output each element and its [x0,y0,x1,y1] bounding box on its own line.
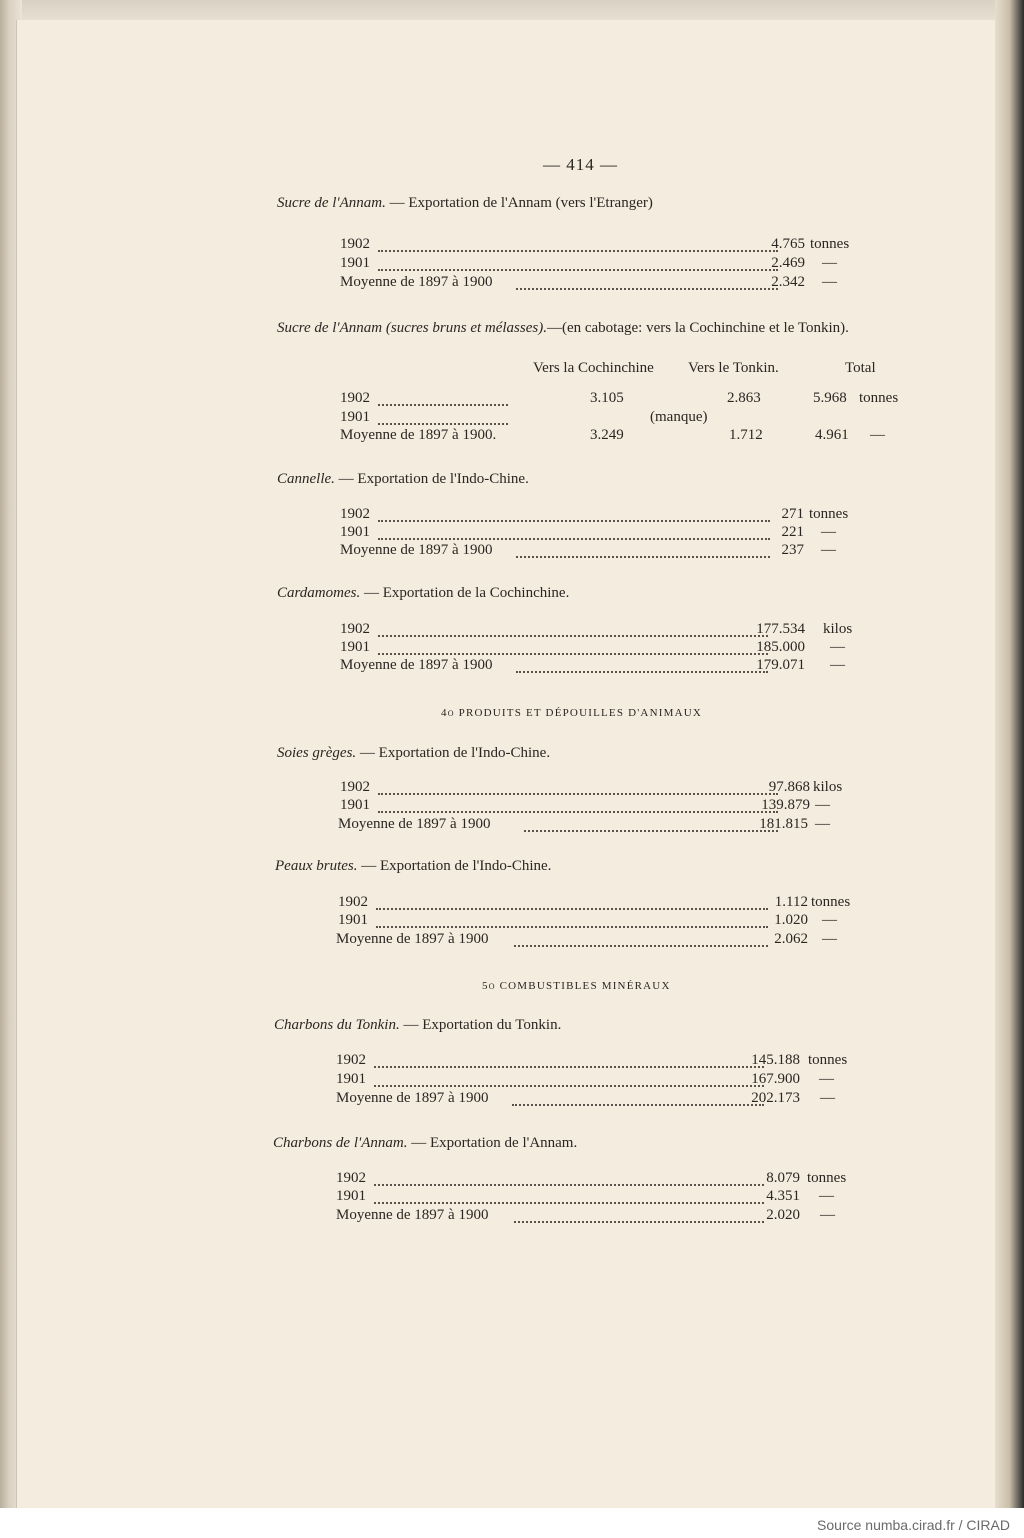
row-label: Moyenne de 1897 à 1900 [336,1207,489,1223]
table-row [338,894,858,912]
leader-dots [378,809,778,813]
row-value: 139.879 [761,797,810,813]
row-unit: — [815,797,830,813]
leader-dots [378,402,508,406]
row-value: 2.469 [771,255,805,271]
table-row [336,1188,856,1206]
heading-text: — Exportation du Tonkin. [399,1017,562,1033]
row-unit: — [870,427,885,443]
row-unit: — [830,657,845,673]
row-unit: tonnes [859,390,899,406]
row-value: 167.900 [751,1071,800,1087]
row-label: 1901 [340,409,370,425]
table-row [336,1090,856,1108]
row-unit: — [815,816,830,832]
row-unit: — [821,542,836,558]
table-row [340,524,860,542]
row-value: 97.868 [768,779,810,795]
row-value: 1.112 [774,894,808,910]
table-row [336,931,856,949]
leader-dots [378,518,770,522]
heading-charbons-tonkin [274,1017,561,1034]
heading-cannelle [277,471,529,488]
row-unit: tonnes [808,1052,848,1068]
row-label: 1901 [336,1188,366,1204]
row-value-total: 5.968 [813,390,847,406]
row-label: 1901 [340,797,370,813]
row-unit: kilos [813,779,843,795]
row-value: 145.188 [751,1052,800,1068]
row-label: Moyenne de 1897 à 1900 [336,1090,489,1106]
source-credit: Source numba.cirad.fr / CIRAD [817,1517,1010,1533]
row-unit: tonnes [811,894,851,910]
row-label: Moyenne de 1897 à 1900 [338,816,491,832]
row-unit: — [830,639,845,655]
row-note: (manque) [650,409,708,425]
table-row [336,1207,856,1225]
row-value-cochinchine: 3.105 [590,390,624,406]
table-row [340,506,860,524]
row-value: 4.765 [771,236,805,252]
heading-italic: Charbons du Tonkin. [274,1017,400,1033]
row-value: 185.000 [756,639,805,655]
row-unit: — [822,931,837,947]
table-row [340,779,860,797]
row-value: 2.062 [774,931,808,947]
table-row [340,390,910,408]
heading-italic: Sucre de l'Annam (sucres bruns et mélasses). [277,320,547,336]
row-label: 1901 [340,639,370,655]
heading-italic: Sucre de l'Annam. [277,195,386,211]
column-header-cochinchine: Vers la Cochinchine [533,360,654,376]
row-unit: tonnes [807,1170,847,1186]
row-unit: — [819,1071,834,1087]
row-label: Moyenne de 1897 à 1900 [336,931,489,947]
table-row [336,1170,856,1188]
row-value: 181.815 [759,816,808,832]
row-unit: kilos [823,621,853,637]
row-value: 179.071 [756,657,805,673]
row-unit: — [819,1188,834,1204]
leader-dots [378,633,768,637]
table-row [340,797,860,815]
row-label: 1902 [338,894,368,910]
heading-cardamomes [277,585,569,602]
leader-dots [524,828,778,832]
heading-text: — Exportation de l'Indo-Chine. [356,745,551,761]
row-value: 2.020 [766,1207,800,1223]
row-unit: — [822,274,837,290]
table-row [336,1071,856,1089]
heading-italic: Peaux brutes. [275,858,358,874]
row-unit: — [820,1090,835,1106]
leader-dots [374,1064,764,1068]
heading-charbons-annam [273,1135,577,1152]
leader-dots [512,1102,764,1106]
heading-text: —(en cabotage: vers la Cochinchine et le Tonkin). [546,320,849,336]
table-row [340,255,860,273]
row-label: Moyenne de 1897 à 1900 [340,657,493,673]
row-label: 1902 [336,1170,366,1186]
heading-sucre-annam-cabotage [277,320,849,337]
row-label: 1902 [340,506,370,522]
leader-dots [374,1182,764,1186]
heading-italic: Charbons de l'Annam. [273,1135,408,1151]
heading-italic: Cannelle. [277,471,335,487]
leader-dots [378,651,768,655]
row-unit: — [820,1207,835,1223]
page-number: — 414 — [543,155,618,174]
leader-dots [516,286,778,290]
heading-text: — Exportation de l'Indo-Chine. [357,858,552,874]
row-label: 1902 [340,621,370,637]
row-label: Moyenne de 1897 à 1900 [340,542,493,558]
table-row [340,409,910,427]
row-label: 1901 [340,524,370,540]
leader-dots [374,1200,764,1204]
row-value: 8.079 [766,1170,800,1186]
row-label: Moyenne de 1897 à 1900. [340,427,497,443]
table-row [340,657,860,675]
leader-dots [378,791,778,795]
heading-text: — Exportation de l'Annam (vers l'Etranger) [385,195,653,211]
leader-dots [378,267,778,271]
section-heading-produits-animaux: 4o PRODUITS ET DÉPOUILLES D'ANIMAUX [441,707,702,719]
column-header-tonkin: Vers le Tonkin. [688,360,779,376]
heading-sucre-annam [277,195,653,212]
leader-dots [374,1083,764,1087]
row-unit: — [822,255,837,271]
row-label: 1901 [340,255,370,271]
row-label: Moyenne de 1897 à 1900 [340,274,493,290]
row-value: 177.534 [756,621,805,637]
leader-dots [516,669,768,673]
row-value: 2.342 [771,274,805,290]
table-row [338,912,858,930]
row-value-total: 4.961 [815,427,849,443]
column-header-total: Total [845,360,876,376]
table-row [336,1052,856,1070]
heading-italic: Soies grèges. [277,745,357,761]
table-row [338,816,858,834]
heading-text: — Exportation de la Cochinchine. [360,585,570,601]
leader-dots [376,906,768,910]
heading-soies-greges [277,745,550,762]
row-value: 202.173 [751,1090,800,1106]
heading-text: — Exportation de l'Indo-Chine. [334,471,529,487]
row-value: 237 [781,542,804,558]
table-row [340,236,860,254]
row-value: 4.351 [766,1188,800,1204]
leader-dots [514,1219,764,1223]
row-label: 1901 [338,912,368,928]
row-label: 1902 [340,390,370,406]
table-row [340,274,860,292]
table-row [340,542,860,560]
row-value: 271 [781,506,804,522]
row-value-tonkin: 2.863 [727,390,761,406]
row-unit: tonnes [810,236,850,252]
row-unit: tonnes [809,506,849,522]
table-row [340,639,860,657]
table-row [340,621,860,639]
row-label: 1902 [336,1052,366,1068]
row-unit: — [822,912,837,928]
row-value: 221 [781,524,804,540]
book-right-edge [995,0,1024,1508]
book-top-edge [0,0,1024,22]
table-row [340,427,910,445]
heading-italic: Cardamomes. [277,585,361,601]
leader-dots [514,943,768,947]
row-label: 1902 [340,779,370,795]
leader-dots [378,248,778,252]
row-unit: — [821,524,836,540]
row-value-cochinchine: 3.249 [590,427,624,443]
heading-text: — Exportation de l'Annam. [407,1135,578,1151]
leader-dots [376,924,768,928]
row-label: 1901 [336,1071,366,1087]
leader-dots [378,536,770,540]
heading-peaux-brutes [275,858,551,875]
section-heading-combustibles: 5o COMBUSTIBLES MINÉRAUX [482,980,671,992]
row-label: 1902 [340,236,370,252]
row-value: 1.020 [774,912,808,928]
leader-dots [516,554,770,558]
row-value-tonkin: 1.712 [729,427,763,443]
leader-dots [378,421,508,425]
